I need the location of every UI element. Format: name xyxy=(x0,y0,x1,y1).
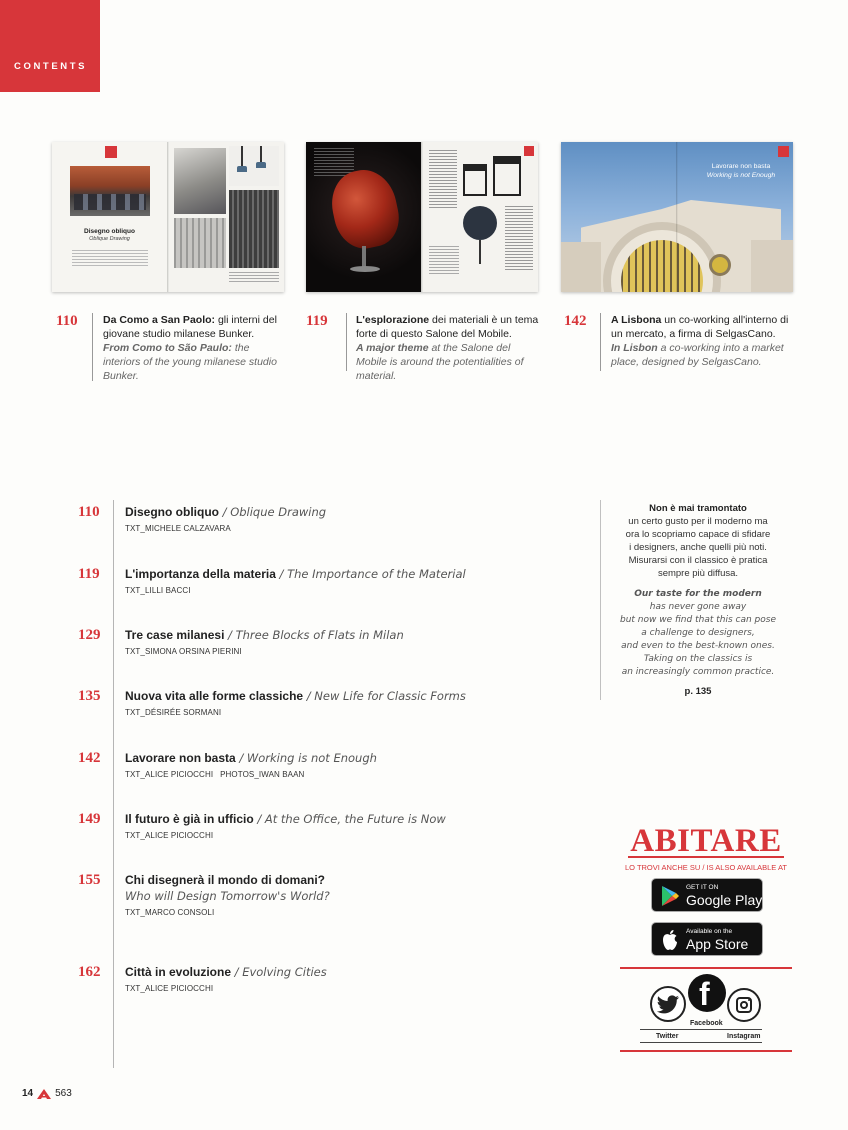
toc-credit: TXT_MICHELE CALZAVARA xyxy=(125,524,231,533)
divider xyxy=(620,967,792,969)
toc-page-number: 135 xyxy=(78,688,101,704)
spread-thumbnail-bunker[interactable] xyxy=(52,142,284,292)
abitare-promo xyxy=(621,823,791,872)
quote-line-en: and even to the best-known ones. xyxy=(621,641,775,651)
google-play-label: Google Play xyxy=(686,892,763,908)
folio-issue: 563 xyxy=(55,1088,72,1099)
spread-thumbnail-lisbon[interactable] xyxy=(561,142,793,292)
caption-text: gli interni del giovane studio milanese Bunker. xyxy=(103,314,277,340)
spread-subtitle: Oblique Drawing xyxy=(89,236,130,242)
twitter-icon[interactable] xyxy=(650,986,686,1022)
page-number: 142 xyxy=(564,313,587,329)
toc-credit: TXT_ALICE PICIOCCHI PHOTOS_IWAN BAAN xyxy=(125,770,305,779)
toc-credit: TXT_LILLI BACCI xyxy=(125,586,191,595)
pull-quote xyxy=(604,502,792,698)
toc-credit: TXT_ALICE PICIOCCHI xyxy=(125,984,214,993)
quote-line: sempre più diffusa. xyxy=(657,568,739,579)
page-number: 110 xyxy=(56,313,78,329)
google-play-button[interactable] xyxy=(651,878,763,912)
toc-page-number: 119 xyxy=(78,566,100,582)
toc-title-en: New Life for Classic Forms xyxy=(314,689,466,703)
quote-line: Misurarsi con il classico è pratica xyxy=(628,555,768,566)
toc-title-en: Three Blocks of Flats in Milan xyxy=(235,628,404,642)
toc-page-number: 110 xyxy=(78,504,100,520)
toc-title: Nuova vita alle forme classiche xyxy=(125,689,304,703)
toc-page-number: 142 xyxy=(78,750,101,766)
google-play-icon xyxy=(660,885,680,907)
folio xyxy=(22,1088,72,1099)
toc-title-en: At the Office, the Future is Now xyxy=(264,812,446,826)
toc-page-number: 155 xyxy=(78,872,101,888)
abitare-logo: ABITARE xyxy=(630,823,782,859)
app-store-small: Available on the xyxy=(686,928,733,935)
caption-lead-en: From Como to São Paulo: xyxy=(103,342,232,354)
google-play-small: GET IT ON xyxy=(686,884,719,891)
page-number: 119 xyxy=(306,313,328,329)
spread-title: Disegno obliquo xyxy=(84,228,135,235)
toc-title-en: Oblique Drawing xyxy=(230,505,327,519)
caption-lead: A Lisbona xyxy=(611,314,662,326)
toc-title-en: Evolving Cities xyxy=(242,965,327,979)
caption-lead: Da Como a San Paolo: xyxy=(103,314,216,326)
toc-title: L'importanza della materia xyxy=(125,567,276,581)
spread-thumbnail-materials[interactable] xyxy=(306,142,538,292)
sidebar-divider xyxy=(600,500,601,700)
section-label: CONTENTS xyxy=(14,61,88,72)
caption-lead-en: A major theme xyxy=(356,342,429,354)
divider xyxy=(640,1042,762,1043)
apple-icon xyxy=(661,929,679,951)
caption-text: un co-working all'interno di un mercato, a firma di SelgasCano. xyxy=(611,314,789,340)
caption-text: dei materiali è un tema forte di questo Salone del Mobile. xyxy=(356,314,539,340)
quote-line: i designers, anche quelli più noti. xyxy=(629,542,767,553)
caption-lead: L'esplorazione xyxy=(356,314,430,326)
quote-line: ora lo scopriamo capace di sfidare xyxy=(625,529,771,540)
toc-title: Disegno obliquo xyxy=(125,505,219,519)
toc-page-number: 162 xyxy=(78,964,101,980)
quote-title-en: Our taste for the modern xyxy=(634,589,762,599)
toc-divider xyxy=(113,500,114,1068)
quote-line-en: a challenge to designers, xyxy=(641,628,755,638)
quote-title: Non è mai tramontato xyxy=(649,503,747,514)
quote-line-en: an increasingly common practice. xyxy=(621,667,775,677)
toc-title: Tre case milanesi xyxy=(125,628,225,642)
toc-title: Chi disegnerà il mondo di domani? xyxy=(125,873,326,887)
toc-credit: TXT_DÉSIRÉE SORMANI xyxy=(125,708,222,717)
caption-text-en: a co-working into a market place, designed by SelgasCano. xyxy=(611,342,784,368)
toc-title-en: Working is not Enough xyxy=(246,751,377,765)
section-tab xyxy=(0,0,100,92)
toc-title-en: The Importance of the Material xyxy=(287,567,466,581)
instagram-icon[interactable] xyxy=(727,988,761,1022)
abitare-a-icon xyxy=(37,1089,51,1099)
toc-title: Città in evoluzione xyxy=(125,965,232,979)
toc-page-number: 149 xyxy=(78,811,101,827)
facebook-icon[interactable]: f xyxy=(688,974,726,1012)
caption-text-en: at the Salone del Mobile is around the potentialities of material. xyxy=(356,342,524,382)
instagram-label: Instagram xyxy=(727,1033,761,1040)
spread-title: Lavorare non basta xyxy=(711,163,771,170)
app-store-button[interactable] xyxy=(651,922,763,956)
divider xyxy=(640,1029,688,1030)
spread-subtitle: Working is not Enough xyxy=(706,172,776,179)
divider xyxy=(686,1029,762,1030)
divider xyxy=(620,1050,792,1052)
quote-page-ref: p. 135 xyxy=(684,686,712,697)
caption-lead-en: In Lisbon xyxy=(611,342,658,354)
app-store-label: App Store xyxy=(686,936,749,952)
quote-line-en: Taking on the classics is xyxy=(643,654,753,664)
toc-credit: TXT_MARCO CONSOLI xyxy=(125,908,215,917)
caption-text-en: the interiors of the young milanese studio Bunker. xyxy=(103,342,277,382)
quote-line: un certo gusto per il moderno ma xyxy=(628,516,768,527)
toc-page-number: 129 xyxy=(78,627,101,643)
quote-line-en: but now we find that this can pose xyxy=(620,615,776,625)
toc-credit: TXT_ALICE PICIOCCHI xyxy=(125,831,214,840)
folio-page: 14 xyxy=(22,1088,34,1099)
toc-title: Il futuro è già in ufficio xyxy=(125,812,254,826)
facebook-label: Facebook xyxy=(690,1020,723,1027)
toc-title-en: Who will Design Tomorrow's World? xyxy=(125,889,330,903)
quote-line-en: has never gone away xyxy=(649,602,747,612)
abitare-tagline: LO TROVI ANCHE SU / IS ALSO AVAILABLE AT xyxy=(624,863,787,872)
toc-title: Lavorare non basta xyxy=(125,751,236,765)
twitter-label: Twitter xyxy=(656,1033,679,1040)
toc-credit: TXT_SIMONA ORSINA PIERINI xyxy=(125,647,242,656)
